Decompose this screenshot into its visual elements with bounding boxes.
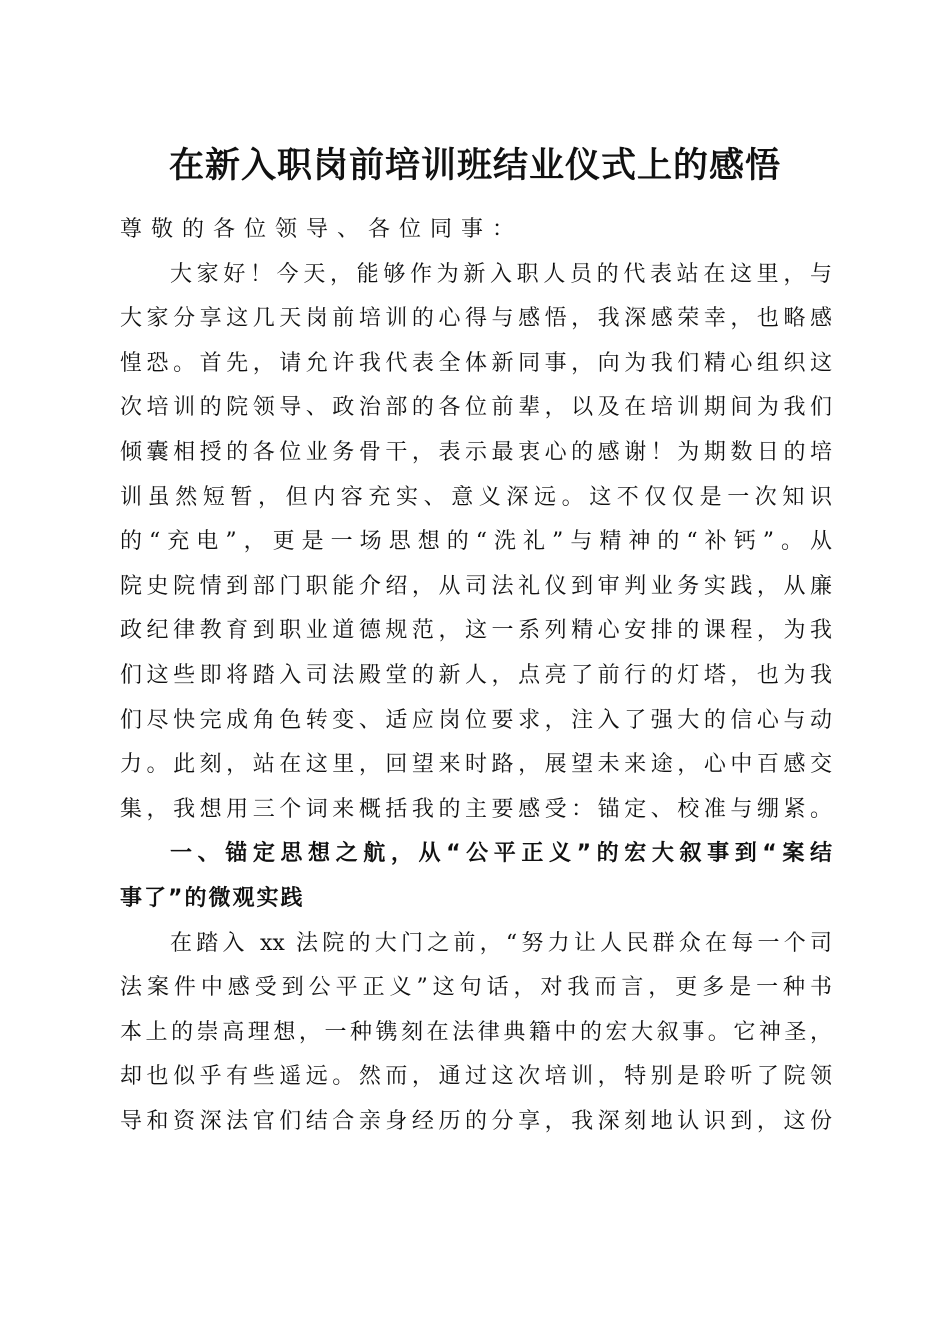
paragraph-line: 在踏入 xx 法院的大门之前，“努力让人民群众在每一个司 bbox=[170, 930, 832, 956]
paragraph-line: 集，我想用三个词来概括我的主要感受：锚定、校准与绷紧。 bbox=[120, 796, 832, 822]
paragraph-line: 本上的崇高理想，一种镌刻在法律典籍中的宏大叙事。它神圣， bbox=[120, 1019, 832, 1045]
paragraph-line: 大家好！今天，能够作为新入职人员的代表站在这里，与 bbox=[170, 261, 832, 287]
paragraph-line: 大家分享这几天岗前培训的心得与感悟，我深感荣幸，也略感 bbox=[120, 306, 832, 332]
paragraph-line: 政纪律教育到职业道德规范，这一系列精心安排的课程，为我 bbox=[120, 618, 832, 644]
paragraph-line: 倾囊相授的各位业务骨干，表示最衷心的感谢！为期数日的培 bbox=[120, 439, 832, 465]
document-body bbox=[120, 208, 832, 1144]
paragraph-line: 们这些即将踏入司法殿堂的新人，点亮了前行的灯塔，也为我 bbox=[120, 662, 832, 688]
paragraph-line: 院史院情到部门职能介绍，从司法礼仪到审判业务实践，从廉 bbox=[120, 573, 832, 599]
greeting: 尊敬的各位领导、各位同事： bbox=[120, 217, 524, 242]
paragraph-line: 法案件中感受到公平正义”这句话，对我而言，更多是一种书 bbox=[120, 975, 832, 1001]
paragraph-line: 次培训的院领导、政治部的各位前辈，以及在培训期间为我们 bbox=[120, 395, 832, 421]
section-heading: 事了”的微观实践 bbox=[120, 885, 305, 911]
section-heading: 一、锚定思想之航，从“公平正义”的宏大叙事到“案结 bbox=[170, 841, 832, 867]
paragraph-line: 的“充电”，更是一场思想的“洗礼”与精神的“补钙”。从 bbox=[120, 529, 832, 555]
paragraph-line: 训虽然短暂，但内容充实、意义深远。这不仅仅是一次知识 bbox=[120, 484, 832, 510]
paragraph-line: 导和资深法官们结合亲身经历的分享，我深刻地认识到，这份 bbox=[120, 1108, 832, 1134]
paragraph-line: 却也似乎有些遥远。然而，通过这次培训，特别是聆听了院领 bbox=[120, 1064, 832, 1090]
document-title: 在新入职岗前培训班结业仪式上的感悟 bbox=[168, 145, 781, 186]
paragraph-line: 惶恐。首先，请允许我代表全体新同事，向为我们精心组织这 bbox=[120, 350, 832, 376]
paragraph-line: 力。此刻，站在这里，回望来时路，展望未来途，心中百感交 bbox=[120, 752, 832, 778]
paragraph-line: 们尽快完成角色转变、适应岗位要求，注入了强大的信心与动 bbox=[120, 707, 832, 733]
